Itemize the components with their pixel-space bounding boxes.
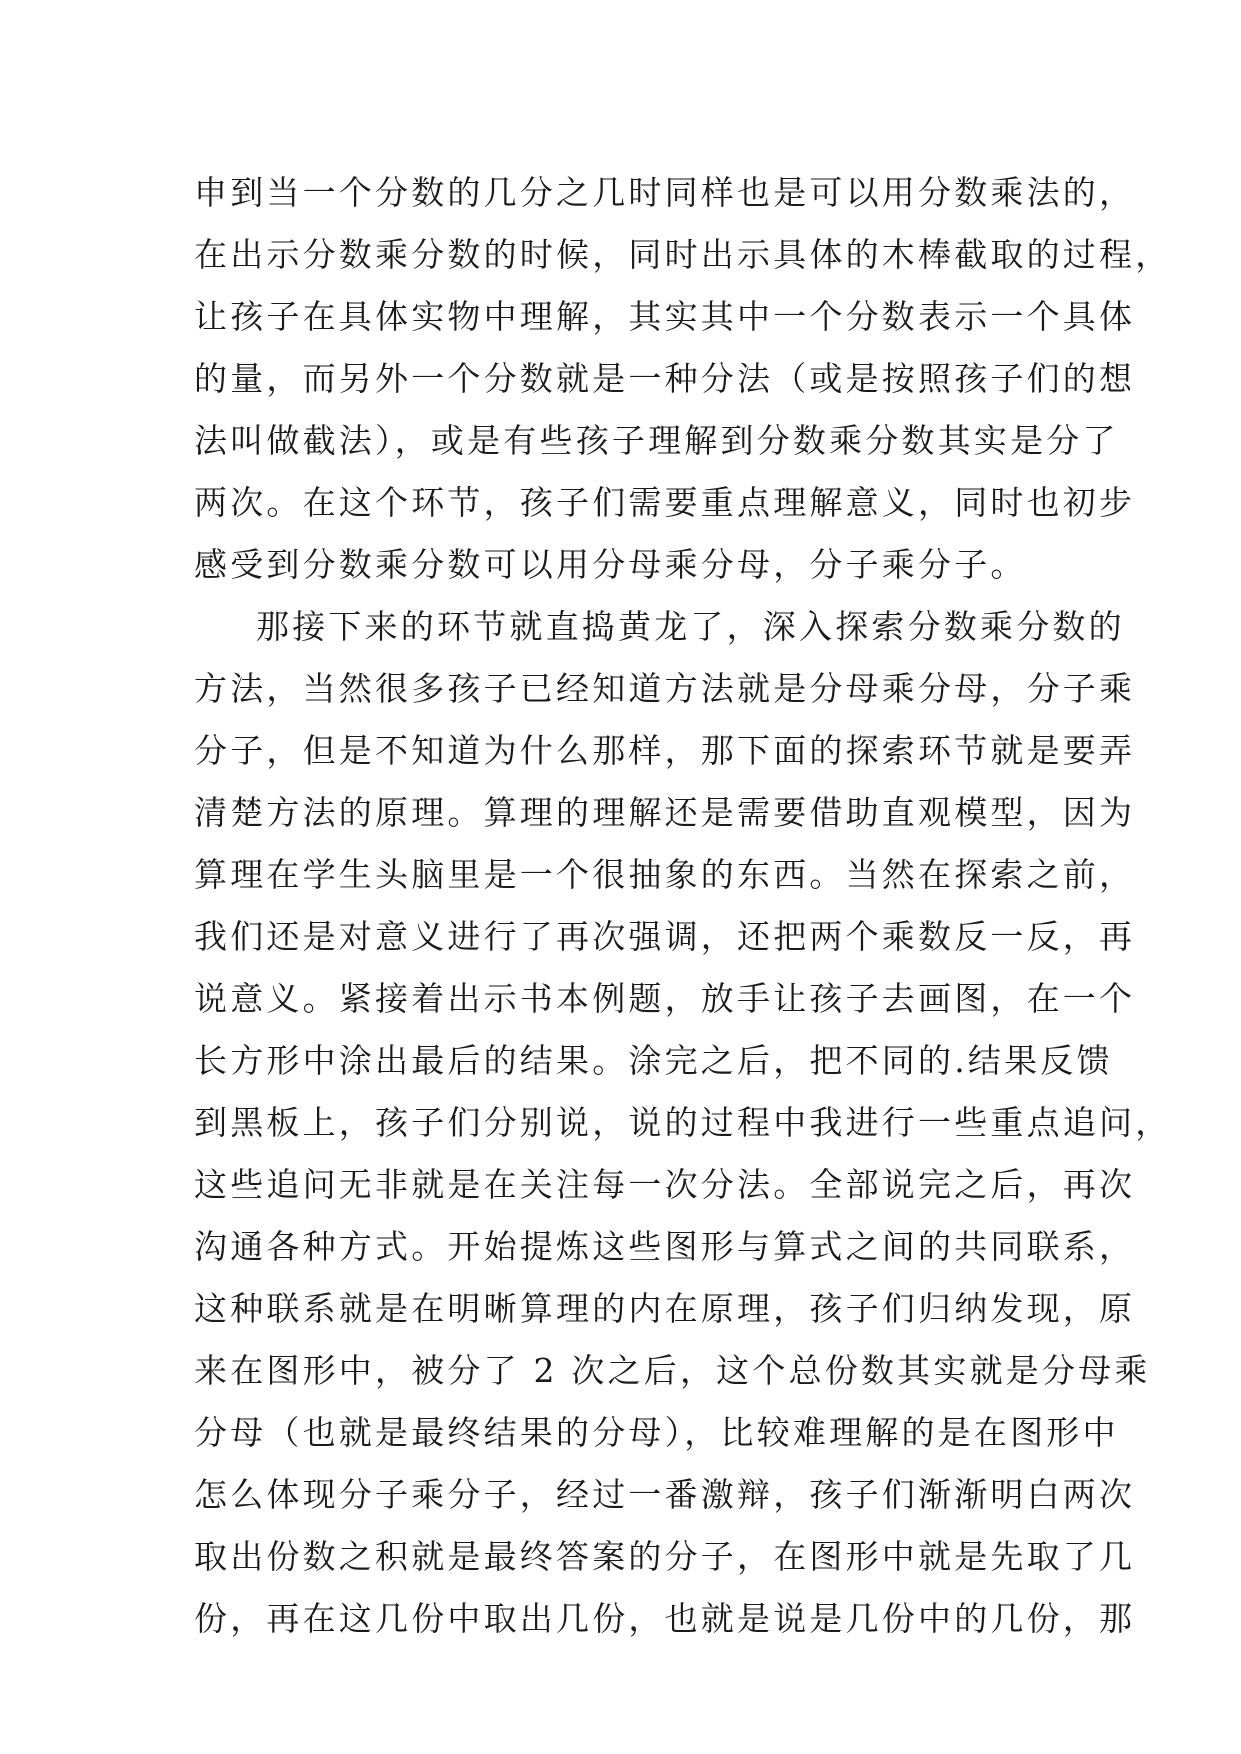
text-line: 长方形中涂出最后的结果。涂完之后，把不同的.结果反馈: [194, 1041, 1113, 1080]
text-line: 的量，而另外一个分数就是一种分法（或是按照孩子们的想: [194, 359, 1136, 398]
text-line: 怎么体现分子乘分子，经过一番激辩，孩子们渐渐明白两次: [194, 1475, 1136, 1514]
text-line: 让孩子在具体实物中理解，其实其中一个分数表示一个具体: [194, 297, 1136, 336]
text-line: 方法，当然很多孩子已经知道方法就是分母乘分母，分子乘: [194, 669, 1136, 708]
text-line: 取出份数之积就是最终答案的分子，在图形中就是先取了几: [194, 1537, 1136, 1576]
paragraph-start-line: 那接下来的环节就直捣黄龙了，深入探索分数乘分数的: [256, 607, 1125, 646]
text-line: 到黑板上，孩子们分别说，说的过程中我进行一些重点追问，: [194, 1103, 1172, 1142]
text-line: 分母（也就是最终结果的分母），比较难理解的是在图形中: [194, 1413, 1119, 1452]
text-line: 我们还是对意义进行了再次强调，还把两个乘数反一反，再: [194, 917, 1136, 956]
text-line: 说意义。紧接着出示书本例题，放手让孩子去画图，在一个: [194, 979, 1136, 1018]
text-line: 法叫做截法），或是有些孩子理解到分数乘分数其实是分了: [194, 421, 1119, 460]
text-line: 沟通各种方式。开始提炼这些图形与算式之间的共同联系，: [194, 1227, 1136, 1266]
text-line: 这种联系就是在明晰算理的内在原理，孩子们归纳发现，原: [194, 1289, 1136, 1328]
body-text: [194, 162, 1172, 1650]
text-line: 两次。在这个环节，孩子们需要重点理解意义，同时也初步: [194, 483, 1136, 522]
text-line: 这些追问无非就是在关注每一次分法。全部说完之后，再次: [194, 1165, 1136, 1204]
text-line: 算理在学生头脑里是一个很抽象的东西。当然在探索之前，: [194, 855, 1136, 894]
text-line: 在出示分数乘分数的时候，同时出示具体的木棒截取的过程，: [194, 235, 1172, 274]
text-line: 清楚方法的原理。算理的理解还是需要借助直观模型，因为: [194, 793, 1136, 832]
text-line: 分子，但是不知道为什么那样，那下面的探索环节就是要弄: [194, 731, 1136, 770]
text-line: 来在图形中，被分了 2 次之后，这个总份数其实就是分母乘: [194, 1351, 1151, 1390]
text-line: 感受到分数乘分数可以用分母乘分母，分子乘分子。: [194, 545, 1027, 584]
text-line: 申到当一个分数的几分之几时同样也是可以用分数乘法的，: [194, 173, 1136, 212]
text-line: 份，再在这几份中取出几份，也就是说是几份中的几份，那: [194, 1599, 1136, 1638]
